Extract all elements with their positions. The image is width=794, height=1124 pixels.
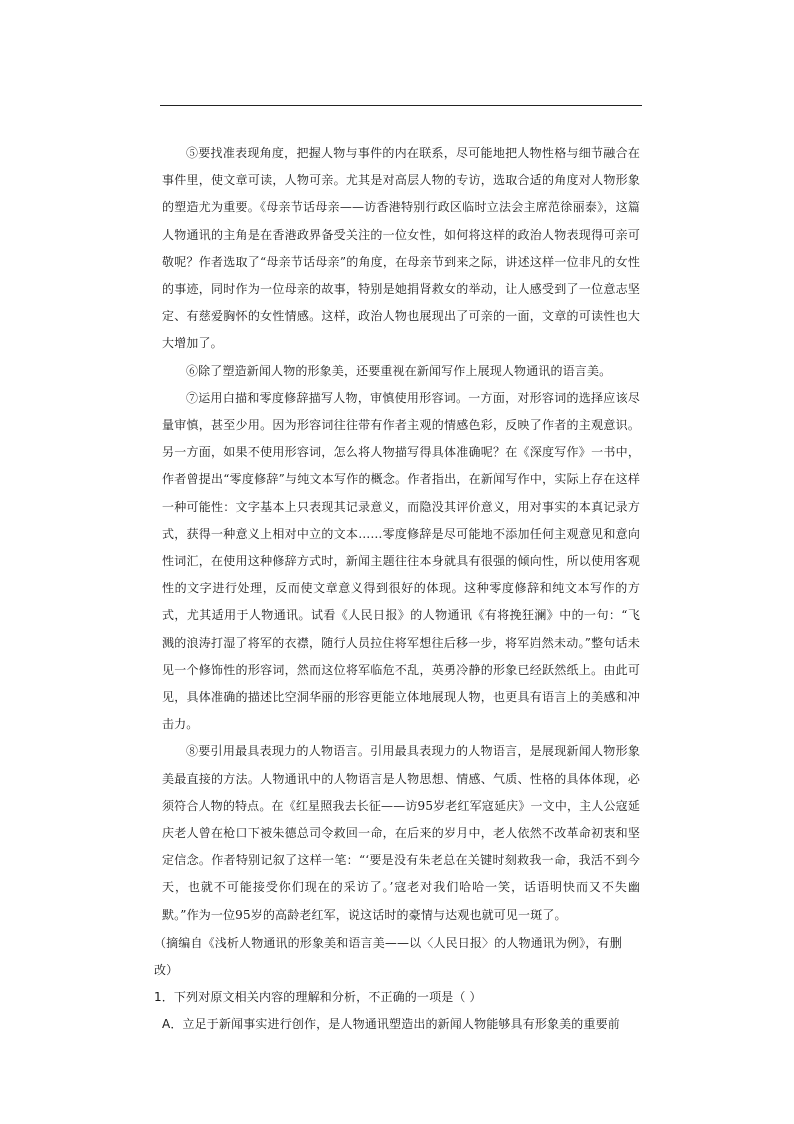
paragraph-8: ⑧要引用最具表现力的人物语言。引用最具表现力的人物语言，是展现新闻人物形象美最直接的方法。人物通讯中的人物语言是人物思想、情感、气质、性格的具体体现，必须符合人物的特点。在《红星照我去长征——访95岁老红军寇延庆》一文中，主人公寇延庆老人曾在枪口下被朱德总司令救回一命，在后来的岁月中，老人依然不改革命初衷和坚定信念。作者特别记叙了这样一笔：“‘要是没有朱老总在关键时刻救我一命，我活不到今天，也就不可能接受你们现在的采访了。’寇老对我们哈哈一笑，话语明快而又不失幽默。”作为一位95岁的高龄老红军，说这话时的豪情与达观也就可见一斑了。 — [162, 744, 640, 922]
question-stem: 1．下列对原文相关内容的理解和分析，不正确的一项是（ ） — [154, 989, 482, 1004]
document-page — [154, 140, 640, 1038]
paragraph-6: ⑥除了塑造新闻人物的形象美，还要重视在新闻写作上展现人物通讯的语言美。 — [186, 363, 612, 378]
source-citation: （摘编自《浅析人物通讯的形象美和语言美——以〈人民日报〉的人物通讯为例》，有删改） — [154, 935, 622, 977]
header-rule — [160, 105, 642, 106]
option-a: A．立足于新闻事实进行创作，是人物通讯塑造出的新闻人物能够具有形象美的重要前 — [162, 1016, 620, 1031]
paragraph-5: ⑤要找准表现角度，把握人物与事件的内在联系，尽可能地把人物性格与细节融合在事件里，使文章可读，人物可亲。尤其是对高层人物的专访，选取合适的角度对人物形象的塑造尤为重要。《母亲节话母亲——访香港特别行政区临时立法会主席范徐丽泰》，这篇人物通讯的主角是在香港政界备受关注的一位女性，如何将这样的政治人物表现得可亲可敬呢？作者选取了“母亲节话母亲”的角度，在母亲节到来之际，讲述这样一位非凡的女性的事迹，同时作为一位母亲的故事，特别是她捐肾救女的举动，让人感受到了一位意志坚定、有慈爱胸怀的女性情感。这样，政治人物也展现出了可亲的一面，文章的可读性也大大增加了。 — [162, 146, 640, 351]
paragraph-7: ⑦运用白描和零度修辞描写人物，审慎使用形容词。一方面，对形容词的选择应该尽量审慎，甚至少用。因为形容词往往带有作者主观的情感色彩，反映了作者的主观意识。另一方面，如果不使用形容词，怎么将人物描写得具体准确呢？在《深度写作》一书中，作者曾提出“零度修辞”与纯文本写作的概念。作者指出，在新闻写作中，实际上存在这样一种可能性：文字基本上只表现其记录意义，而隐没其评价意义，用对事实的本真记录方式，获得一种意义上相对中立的文本……零度修辞是尽可能地不添加任何主观意见和意向性词汇，在使用这种修辞方式时，新闻主题往往本身就具有很强的倾向性，所以使用客观性的文字进行处理，反而使文章意义得到很好的体现。这种零度修辞和纯文本写作的方式，尤其适用于人物通讯。试看《人民日报》的人物通讯《有将挽狂澜》中的一句：“飞溅的浪涛打湿了将军的衣襟，随行人员拉住将军想往后移一步，将军岿然未动。”整句话未见一个修饰性的形容词，然而这位将军临危不乱，英勇冷静的形象已经跃然纸上。由此可见，具体准确的描述比空洞华丽的形容更能立体地展现人物，也更具有语言上的美感和冲击力。 — [162, 390, 640, 732]
